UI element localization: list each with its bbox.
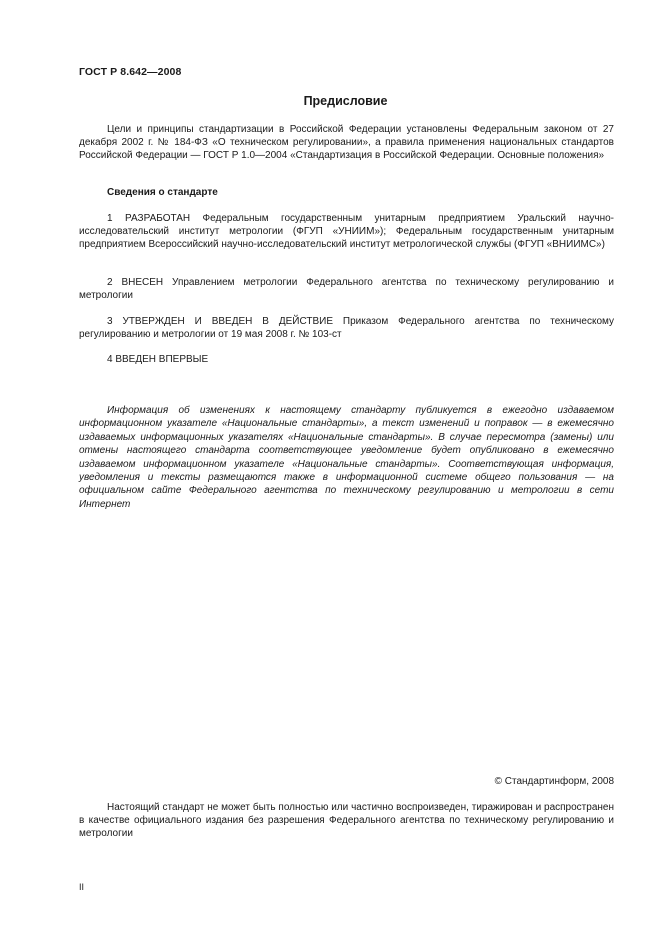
item-introduced-by: 2 ВНЕСЕН Управлением метрологии Федерального агентства по техническому регулированию и метрологии: [79, 277, 614, 302]
document-code-header: ГОСТ Р 8.642—2008: [79, 66, 182, 78]
copyright-notice: © Стандартинформ, 2008: [494, 776, 614, 787]
changes-info-paragraph: Информация об изменениях к настоящему стандарту публикуется в ежегодно издаваемом информационном указателе «Национальные стандарты», а текст изменений и поправок — в ежемесячно издаваемых информационных указателях «Национальные стандарты». В случае пересмотра (замены) или отмены настоящего стандарта соответствующее уведомление будет опубликовано в ежемесячно издаваемом информационном указателе «Национальные стандарты». Соответствующая информация, уведомления и тексты размещаются также в информационной системе общего пользования — на официальном сайте Федерального агентства по техническому регулированию и метрологии в сети Интернет: [79, 405, 614, 510]
page-number: II: [79, 882, 85, 892]
page-title: Предисловие: [303, 94, 388, 108]
intro-paragraph: Цели и принципы стандартизации в Российской Федерации установлены Федеральным законом от 27 декабря 2002 г. № 184-ФЗ «О техническом регулировании», а правила применения национальных стандартов Российской Федерации — ГОСТ Р 1.0—2004 «Стандартизация в Российской Федерации. Основные положения»: [79, 124, 614, 162]
info-heading: Сведения о стандарте: [107, 187, 218, 198]
item-first-introduced: 4 ВВЕДЕН ВПЕРВЫЕ: [107, 354, 209, 365]
reproduction-notice: Настоящий стандарт не может быть полностью или частично воспроизведен, тиражирован и распространен в качестве официального издания без разрешения Федерального агентства по техническому регулированию и метрологии: [79, 802, 614, 840]
item-approved: 3 УТВЕРЖДЕН И ВВЕДЕН В ДЕЙСТВИЕ Приказом Федерального агентства по техническому регулированию и метрологии от 19 мая 2008 г. № 103-ст: [79, 316, 614, 341]
item-developed: 1 РАЗРАБОТАН Федеральным государственным унитарным предприятием Уральский научно-исследовательский институт метрологии (ФГУП «УНИИМ»); Федеральным государственным унитарным предприятием Всероссийский научно-исследовательский институт метрологической службы (ФГУП «ВНИИМС»): [79, 213, 614, 251]
